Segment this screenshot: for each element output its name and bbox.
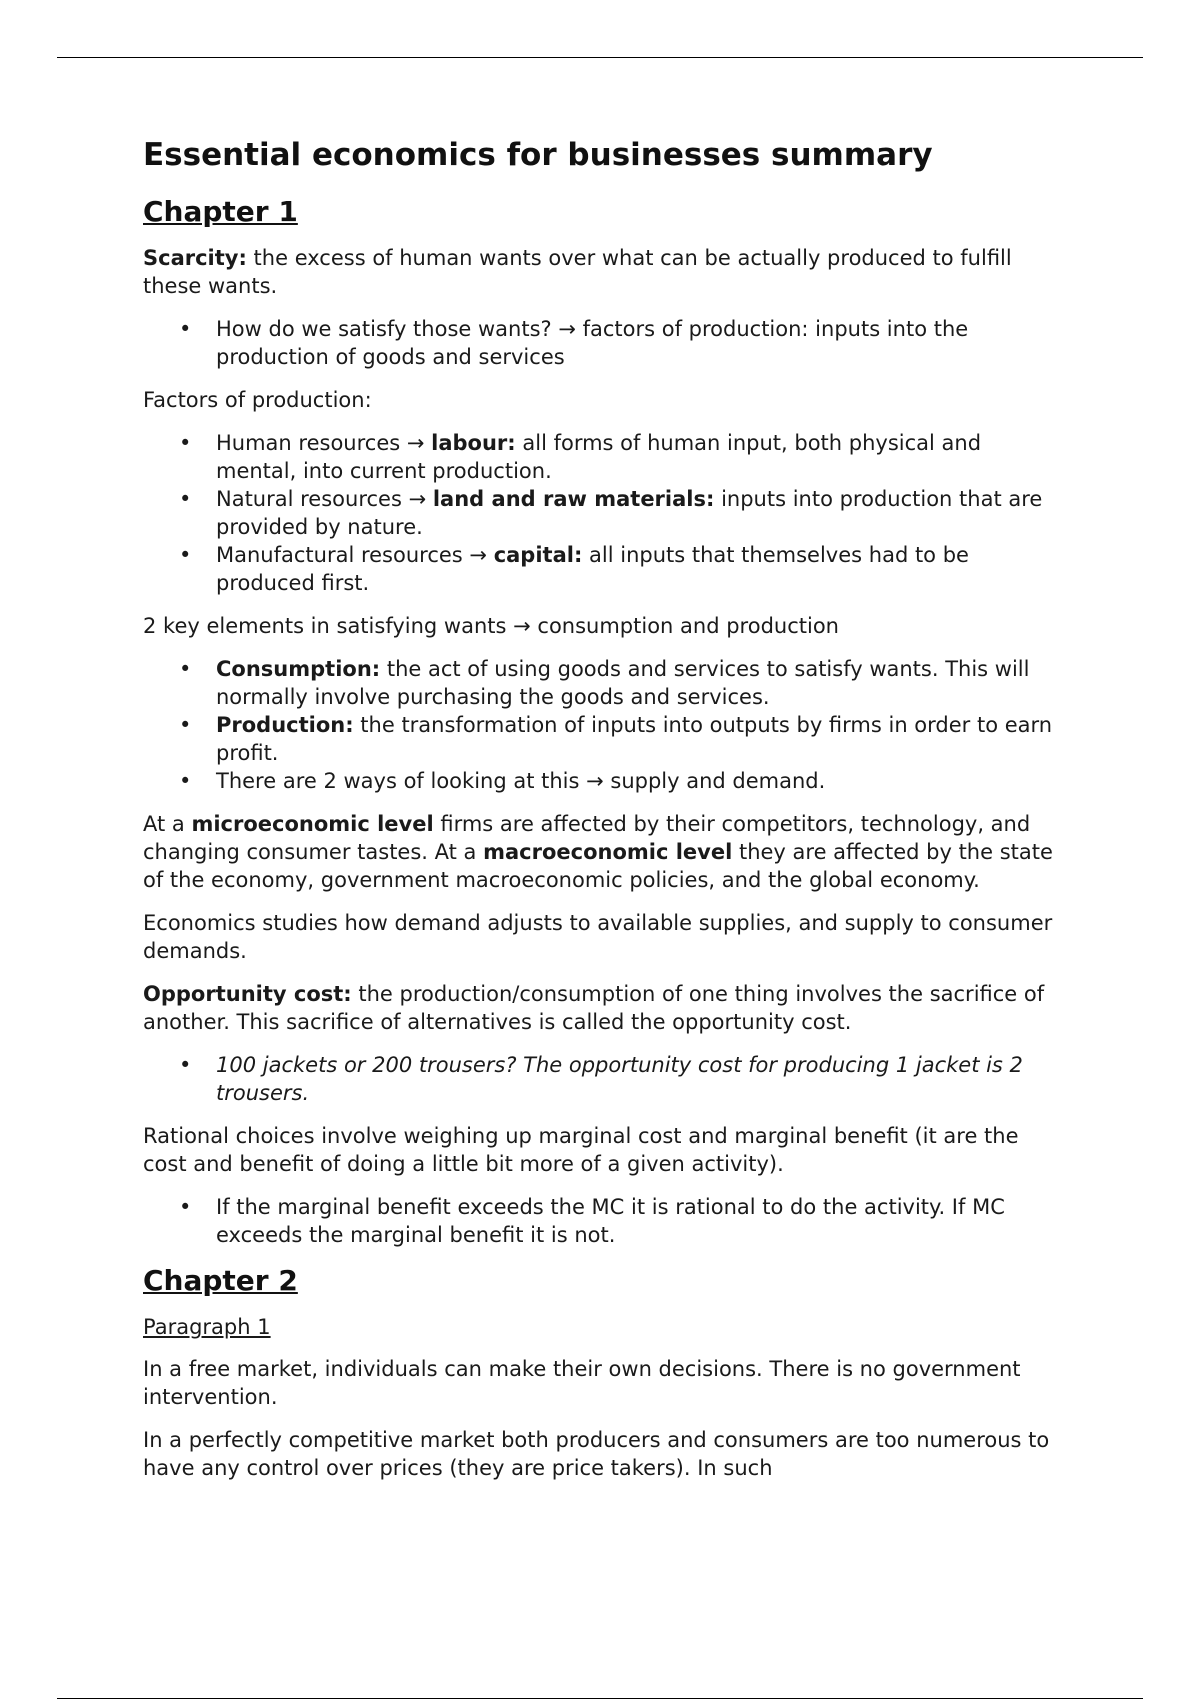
footer-rule <box>57 1698 1143 1699</box>
elements-list <box>143 655 1053 795</box>
key-elements-paragraph: 2 key elements in satisfying wants → consumption and production <box>143 614 839 639</box>
header-rule <box>57 57 1143 58</box>
wants-list <box>143 315 1053 371</box>
opportunity-cost-paragraph: Opportunity cost: the production/consumption of one thing involves the sacrifice of another. This sacrifice of alternatives is called the opportunity cost. <box>143 982 1045 1035</box>
free-market-paragraph: In a free market, individuals can make their own decisions. There is no government intervention. <box>143 1357 1021 1410</box>
list-item: • How do we satisfy those wants? → factors of production: inputs into the production of goods and services <box>216 315 1053 371</box>
list-item: • Consumption: the act of using goods and services to satisfy wants. This will normally involve purchasing the goods and services. <box>216 655 1053 711</box>
chapter-2-heading: Chapter 2 <box>143 1264 298 1298</box>
levels-paragraph: At a microeconomic level firms are affected by their competitors, technology, and changing consumer tastes. At a macroeconomic level they are affected by the state of the economy, government macroeconomic policies, and the global economy. <box>143 812 1053 893</box>
opportunity-cost-term: Opportunity cost: <box>143 982 352 1007</box>
list-item: • Human resources → labour: all forms of human input, both physical and mental, into current production. <box>216 429 1053 485</box>
opportunity-example-list <box>143 1051 1053 1107</box>
scarcity-paragraph: Scarcity: the excess of human wants over what can be actually produced to fulfill these wants. <box>143 246 1012 299</box>
document-body <box>143 136 1053 1497</box>
scarcity-term: Scarcity: <box>143 246 247 271</box>
list-item: • There are 2 ways of looking at this → supply and demand. <box>216 767 1053 795</box>
economics-studies-paragraph: Economics studies how demand adjusts to available supplies, and supply to consumer demands. <box>143 911 1053 964</box>
rational-choices-paragraph: Rational choices involve weighing up marginal cost and marginal benefit (it are the cost and benefit of doing a little bit more of a given activity). <box>143 1124 1019 1177</box>
list-item: • If the marginal benefit exceeds the MC it is rational to do the activity. If MC exceeds the marginal benefit it is not. <box>216 1193 1053 1249</box>
list-item: • Manufactural resources → capital: all inputs that themselves had to be produced first. <box>216 541 1053 597</box>
paragraph-1-subheading: Paragraph 1 <box>143 1314 271 1339</box>
list-item: • Production: the transformation of inputs into outputs by firms in order to earn profit. <box>216 711 1053 767</box>
rational-list <box>143 1193 1053 1249</box>
document-title: Essential economics for businesses summary <box>143 137 933 173</box>
list-item: • Natural resources → land and raw materials: inputs into production that are provided by nature. <box>216 485 1053 541</box>
competitive-market-paragraph: In a perfectly competitive market both producers and consumers are too numerous to have any control over prices (they are price takers). In such <box>143 1428 1050 1481</box>
factors-list <box>143 429 1053 597</box>
factors-intro: Factors of production: <box>143 388 372 413</box>
chapter-1-heading: Chapter 1 <box>143 194 298 228</box>
list-item: • 100 jackets or 200 trousers? The opportunity cost for producing 1 jacket is 2 trousers. <box>216 1051 1053 1107</box>
